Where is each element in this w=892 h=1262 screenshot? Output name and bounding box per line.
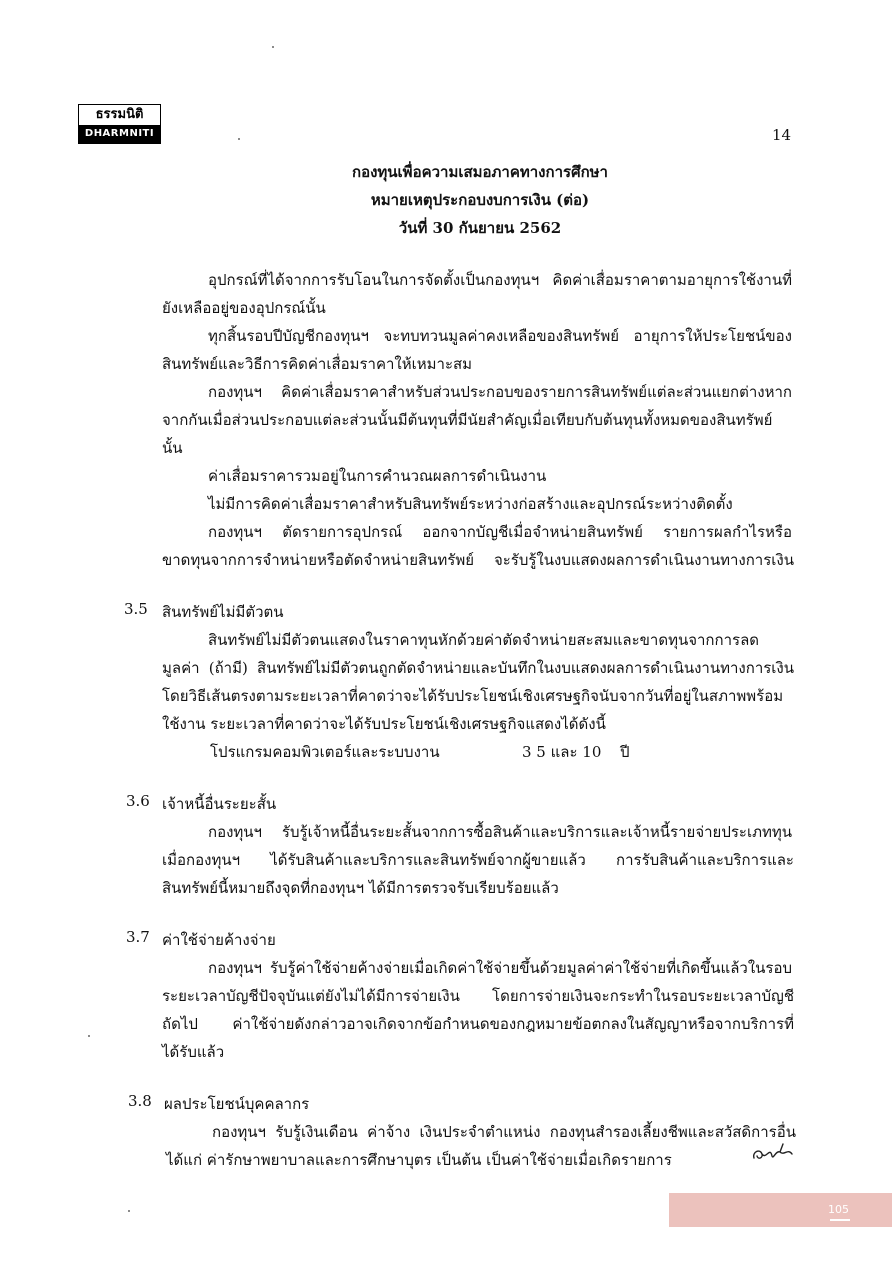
section-number: 3.8 [128,1092,152,1110]
document-date: วันที่ 30 กันยายน 2562 [398,219,562,237]
paragraph-line: มูลค่า (ถ้ามี) สินทรัพย์ไม่มีตัวตนถูกตัดจำหน่ายและบันทึกในงบแสดงผลการดำเนินงานทางการเงิน [162,659,794,677]
useful-life-value: 3 5 และ 10 [522,743,602,761]
paragraph-line: ขาดทุนจากการจำหน่ายหรือตัดจำหน่ายสินทรัพย์ จะรับรู้ในงบแสดงผลการดำเนินงานทางการเงิน [162,551,794,569]
paragraph-line: ระยะเวลาบัญชีปัจจุบันแต่ยังไม่ได้มีการจ่ายเงิน โดยการจ่ายเงินจะกระทำในรอบระยะเวลาบัญชี [162,987,794,1005]
paragraph-line: ไม่มีการคิดค่าเสื่อมราคาสำหรับสินทรัพย์ระหว่างก่อสร้างและอุปกรณ์ระหว่างติดตั้ง [208,495,733,513]
scan-dot [128,1210,130,1212]
paragraph-line: จากกันเมื่อส่วนประกอบแต่ละส่วนนั้นมีต้นทุนที่มีนัยสำคัญเมื่อเทียบกับต้นทุนทั้งหมดของสินทรัพย์ [162,411,773,429]
useful-life-unit: ปี [620,743,630,761]
paragraph-line: ถัดไป ค่าใช้จ่ายดังกล่าวอาจเกิดจากข้อกำหนดของกฎหมายข้อตกลงในสัญญาหรือจากบริการที่ [162,1015,794,1033]
footer-page-number: 105 [828,1203,849,1216]
paragraph-line: กองทุนฯ ตัดรายการอุปกรณ์ ออกจากบัญชีเมื่อจำหน่ายสินทรัพย์ รายการผลกำไรหรือ [208,523,792,541]
paragraph-line: เมื่อกองทุนฯ ได้รับสินค้าและบริการและสินทรัพย์จากผู้ขายแล้ว การรับสินค้าและบริการและ [162,851,794,869]
paragraph-line: นั้น [162,439,183,457]
signature-initials [750,1140,796,1166]
section-number: 3.7 [126,928,150,946]
section-number: 3.6 [126,792,150,810]
document-subtitle: หมายเหตุประกอบงบการเงิน (ต่อ) [370,191,590,209]
paragraph-line: ได้รับแล้ว [162,1043,225,1061]
paragraph-line: ทุกสิ้นรอบปีบัญชีกองทุนฯ จะทบทวนมูลค่าคงเหลือของสินทรัพย์ อายุการให้ประโยชน์ของ [208,327,792,345]
paragraph-line: ยังเหลืออยู่ของอุปกรณ์นั้น [162,299,326,317]
logo-thai-text: ธรรมนิติ [79,105,160,125]
dharmniti-logo [78,104,161,144]
scan-dot [238,138,240,140]
paragraph-line: กองทุนฯ รับรู้เงินเดือน ค่าจ้าง เงินประจำตำแหน่ง กองทุนสำรองเลี้ยงชีพและสวัสดิการอื่น [212,1123,796,1141]
paragraph-line: สินทรัพย์ไม่มีตัวตนแสดงในราคาทุนหักด้วยค่าตัดจำหน่ายสะสมและขาดทุนจากการลด [208,631,760,649]
paragraph-line: อุปกรณ์ที่ได้จากการรับโอนในการจัดตั้งเป็นกองทุนฯ คิดค่าเสื่อมราคาตามอายุการใช้งานที่ [208,271,792,289]
useful-life-label: โปรแกรมคอมพิวเตอร์และระบบงาน [210,743,440,761]
paragraph-line: กองทุนฯ คิดค่าเสื่อมราคาสำหรับส่วนประกอบของรายการสินทรัพย์แต่ละส่วนแยกต่างหาก [208,383,792,401]
scan-dot [272,46,274,48]
logo-latin-text: DHARMNITI [79,125,160,143]
paragraph-line: กองทุนฯ รับรู้เจ้าหนี้อื่นระยะสั้นจากการซื้อสินค้าและบริการและเจ้าหนี้รายจ่ายประเภททุน [208,823,792,841]
paragraph-line: ค่าเสื่อมราคารวมอยู่ในการคำนวณผลการดำเนินงาน [208,467,547,485]
paragraph-line: ได้แก่ ค่ารักษาพยาบาลและการศึกษาบุตร เป็นต้น เป็นค่าใช้จ่ายเมื่อเกิดรายการ [166,1151,672,1169]
paragraph-line: กองทุนฯ รับรู้ค่าใช้จ่ายค้างจ่ายเมื่อเกิดค่าใช้จ่ายขึ้นด้วยมูลค่าค่าใช้จ่ายที่เกิดขึ้นแล้วในรอบ [208,959,792,977]
page-number: 14 [772,126,792,144]
section-title: ค่าใช้จ่ายค้างจ่าย [162,931,276,949]
section-number: 3.5 [124,600,148,618]
paragraph-line: สินทรัพย์และวิธีการคิดค่าเสื่อมราคาให้เหมาะสม [162,355,473,373]
footer-underline [830,1219,850,1221]
document-title: กองทุนเพื่อความเสมอภาคทางการศึกษา [352,163,608,181]
paragraph-line: โดยวิธีเส้นตรงตามระยะเวลาที่คาดว่าจะได้รับประโยชน์เชิงเศรษฐกิจนับจากวันที่อยู่ในสภาพพร้อม [162,687,784,705]
footer-page-tab [669,1193,892,1227]
paragraph-line: ใช้งาน ระยะเวลาที่คาดว่าจะได้รับประโยชน์เชิงเศรษฐกิจแสดงได้ดังนี้ [162,715,606,733]
section-title: สินทรัพย์ไม่มีตัวตน [162,603,284,621]
section-title: ผลประโยชน์บุคคลากร [164,1095,310,1113]
section-title: เจ้าหนี้อื่นระยะสั้น [162,795,277,813]
scan-dot [88,1035,90,1037]
paragraph-line: สินทรัพย์นี้หมายถึงจุดที่กองทุนฯ ได้มีการตรวจรับเรียบร้อยแล้ว [162,879,559,897]
